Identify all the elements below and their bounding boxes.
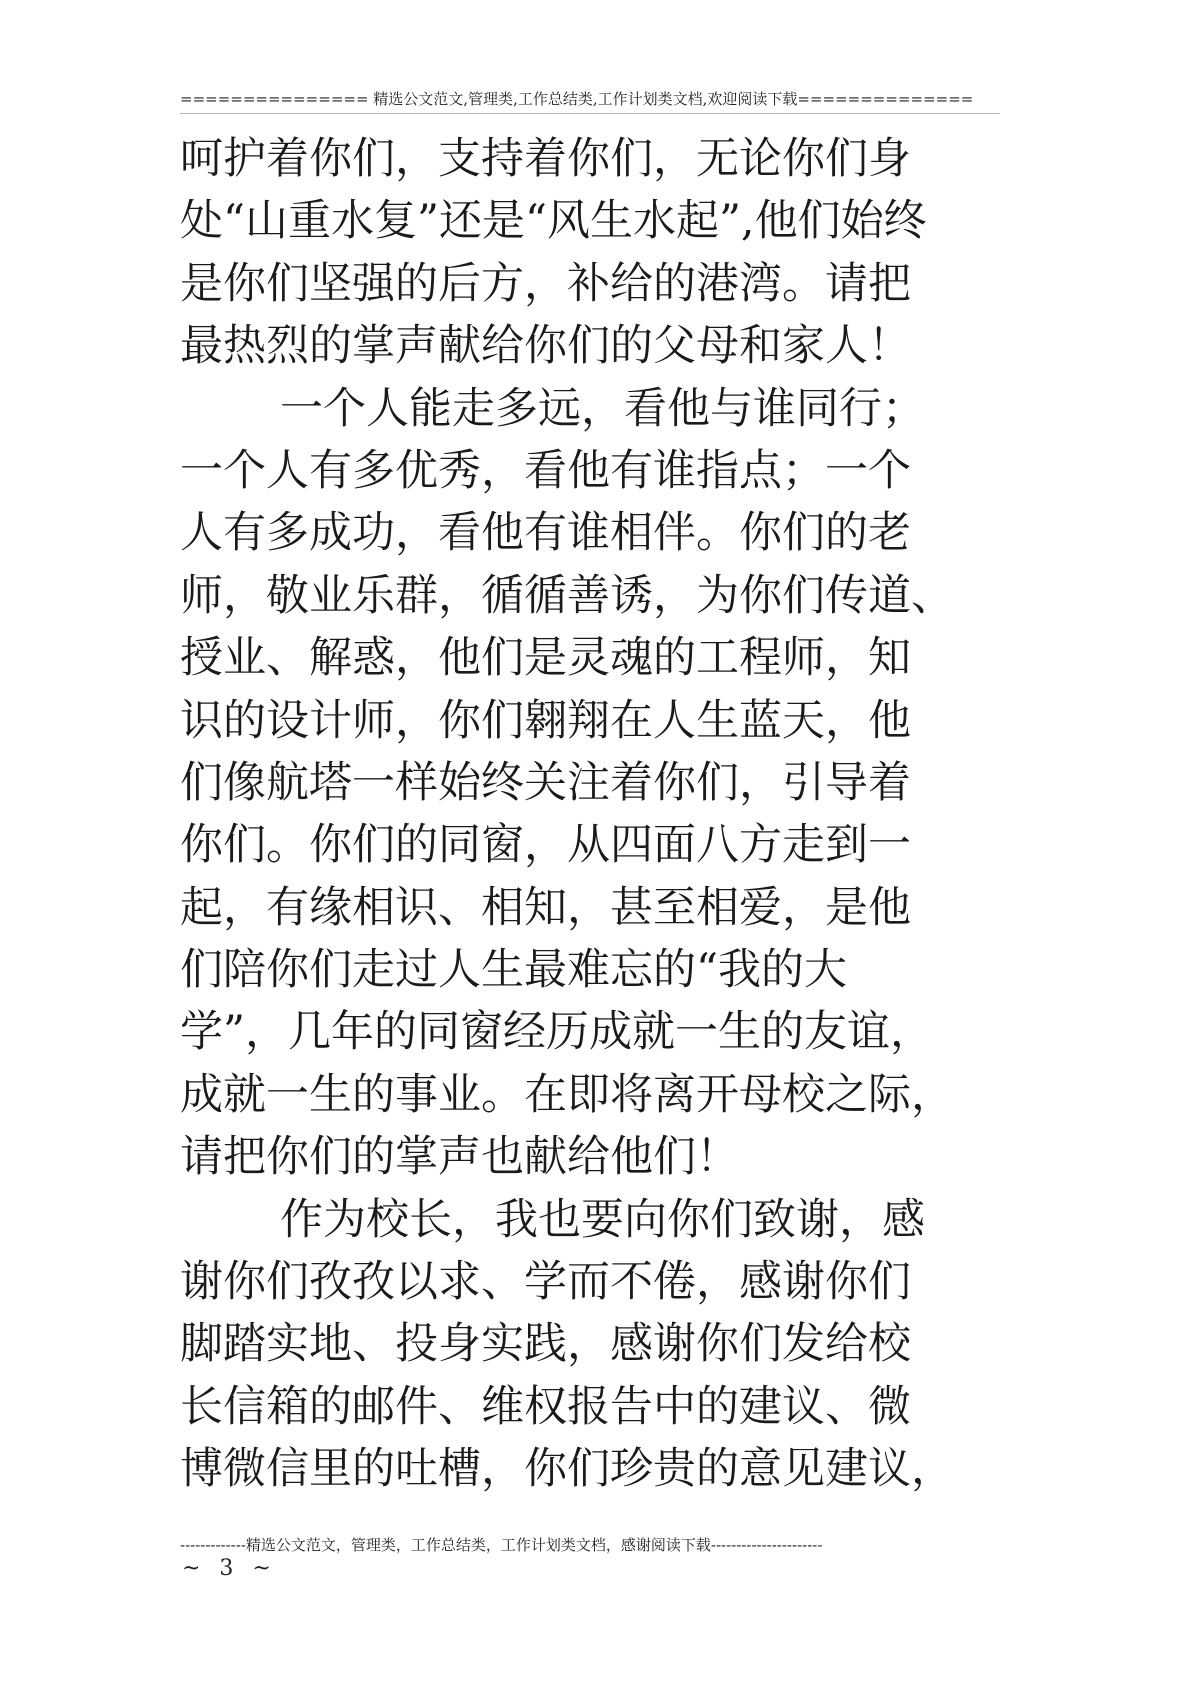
body-line: 你们。你们的同窗，从四面八方走到一 xyxy=(180,820,911,871)
body-line: 最热烈的掌声献给你们的父母和家人！ xyxy=(180,321,911,372)
body-line: 起，有缘相识、相知，甚至相爱，是他 xyxy=(180,882,911,933)
page-footer: -------------精选公文范文，管理类，工作总结类，工作计划类文档，感谢阅读下载---------------------- xyxy=(180,1536,823,1554)
body-line: 请把你们的掌声也献给他们！ xyxy=(180,1132,739,1183)
paragraph-start-line: 作为校长，我也要向你们致谢，感 xyxy=(280,1194,925,1245)
body-line: 博微信里的吐槽，你们珍贵的意见建议， xyxy=(180,1444,954,1495)
paragraph-start-line: 一个人能走多远，看他与谁同行； xyxy=(280,383,925,434)
body-line: 们陪你们走过人生最难忘的“我的大 xyxy=(180,945,847,996)
body-line: 授业、解惑，他们是灵魂的工程师，知 xyxy=(180,633,911,684)
body-line: 谢你们孜孜以求、学而不倦，感谢你们 xyxy=(180,1257,911,1308)
page-number: ~ 3 ~ xyxy=(182,1556,277,1581)
body-line: 们像航塔一样始终关注着你们，引导着 xyxy=(180,757,911,808)
body-line: 呵护着你们，支持着你们，无论你们身 xyxy=(180,134,911,184)
body-line: 师，敬业乐群，循循善诱，为你们传道、 xyxy=(180,570,954,621)
body-line: 是你们坚强的后方，补给的港湾。请把 xyxy=(180,258,911,309)
body-line: 长信箱的邮件、维权报告中的建议、微 xyxy=(180,1381,911,1432)
page-header: =============== 精选公文范文,管理类,工作总结类,工作计划类文档,欢迎阅读下载============== xyxy=(180,90,974,108)
body-line: 成就一生的事业。在即将离开母校之际， xyxy=(180,1069,954,1120)
document-body xyxy=(180,128,1080,1501)
body-line: 学”，几年的同窗经历成就一生的友谊， xyxy=(180,1007,933,1058)
body-line: 脚踏实地、投身实践，感谢你们发给校 xyxy=(180,1319,911,1370)
body-line: 识的设计师，你们翱翔在人生蓝天，他 xyxy=(180,695,911,746)
body-line: 处“山重水复”还是“风生水起”,他们始终 xyxy=(180,196,927,247)
body-line: 一个人有多优秀，看他有谁指点；一个 xyxy=(180,445,911,496)
body-line: 人有多成功，看他有谁相伴。你们的老 xyxy=(180,508,911,559)
header-divider xyxy=(180,113,1000,114)
